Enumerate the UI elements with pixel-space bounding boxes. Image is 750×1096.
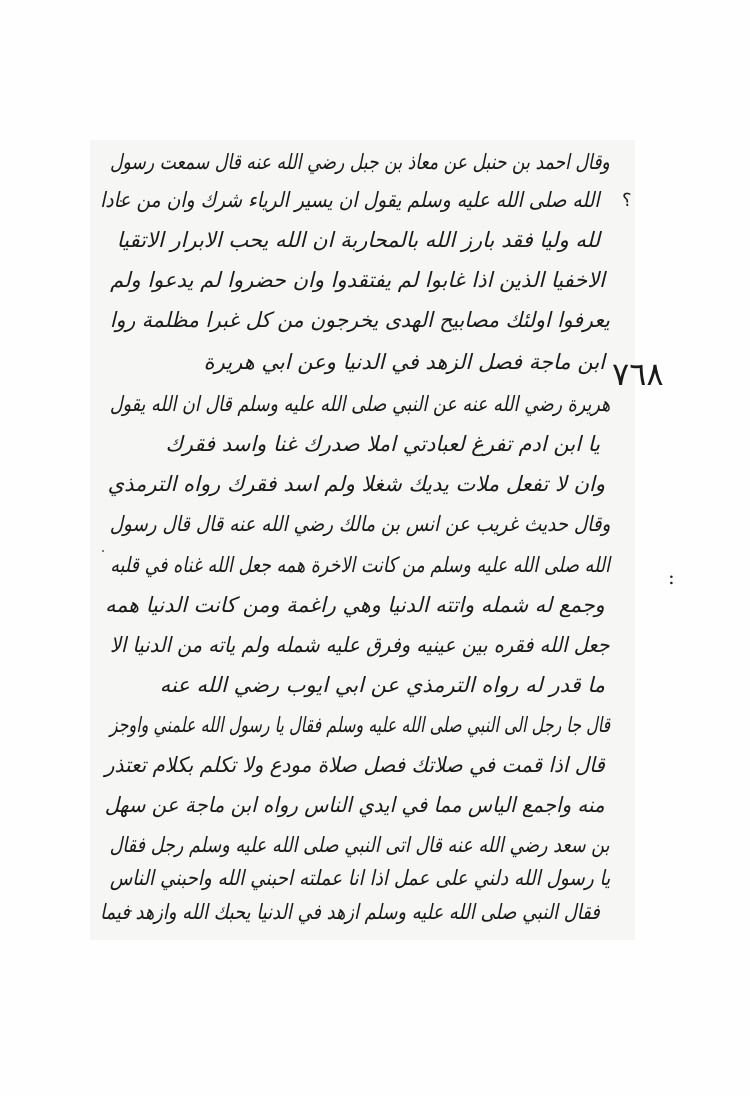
text-block bbox=[90, 140, 635, 940]
ink-speck bbox=[102, 550, 104, 552]
manuscript-line: هريرة رضي الله عنه عن النبي صلى الله عليه وسلم قال ان الله يقول bbox=[109, 392, 610, 416]
manuscript-line: الاخفيا الذين اذا غابوا لم يفتقدوا وان حضروا لم يدعوا ولم bbox=[110, 268, 605, 292]
manuscript-line: فقال النبي صلى الله عليه وسلم ازهد في الدنيا يحبك الله وازهد فيما bbox=[100, 900, 600, 924]
manuscript-line: قال جا رجل الى النبي صلى الله عليه وسلم فقال يا رسول الله علمني واوجز bbox=[109, 713, 610, 737]
margin-mark-top: ؟ bbox=[622, 190, 632, 211]
manuscript-line: الله صلى الله عليه وسلم من كانت الاخرة همه جعل الله غناه في قلبه bbox=[110, 553, 610, 577]
manuscript-line: وجمع له شمله واتته الدنيا وهي راغمة ومن كانت الدنيا همه bbox=[105, 593, 605, 617]
manuscript-line: قال اذا قمت في صلاتك فصل صلاة مودع ولا تكلم بكلام تعتذر bbox=[105, 753, 605, 777]
manuscript-line: وان لا تفعل ملات يديك شغلا ولم اسد فقرك رواه الترمذي bbox=[107, 472, 605, 496]
manuscript-line: يا رسول الله دلني على عمل اذا انا عملته احبني الله واحبني الناس bbox=[109, 866, 610, 890]
manuscript-line: ابن ماجة فصل الزهد في الدنيا وعن ابي هريرة bbox=[203, 350, 605, 374]
margin-mark-middle: : bbox=[668, 565, 675, 589]
manuscript-line: وقال احمد بن حنبل عن معاذ بن جبل رضي الله عنه قال سمعت رسول bbox=[110, 150, 610, 174]
folio-number: ٧٦٨ bbox=[612, 355, 664, 393]
manuscript-line: يا ابن ادم تفرغ لعبادتي املا صدرك غنا واسد فقرك bbox=[165, 432, 600, 456]
manuscript-line: لله وليا فقد بارز الله بالمحاربة ان الله يحب الابرار الاتقيا bbox=[116, 228, 600, 252]
manuscript-line: ما قدر له رواه الترمذي عن ابي ايوب رضي الله عنه bbox=[159, 673, 605, 697]
manuscript-line: جعل الله فقره بين عينيه وفرق عليه شمله ولم ياته من الدنيا الا bbox=[110, 633, 610, 657]
manuscript-line: منه واجمع الياس مما في ايدي الناس رواه ابن ماجة عن سهل bbox=[105, 793, 605, 817]
manuscript-line: الله صلى الله عليه وسلم يقول ان يسير الرياء شرك وان من عادا bbox=[100, 188, 600, 212]
manuscript-line: بن سعد رضي الله عنه قال اتى النبي صلى الله عليه وسلم رجل فقال bbox=[110, 833, 610, 857]
manuscript-line: يعرفوا اولئك مصابيح الهدى يخرجون من كل غبرا مظلمة روا bbox=[110, 308, 610, 332]
manuscript-line: وقال حديث غريب عن انس بن مالك رضي الله عنه قال قال رسول bbox=[109, 512, 610, 536]
